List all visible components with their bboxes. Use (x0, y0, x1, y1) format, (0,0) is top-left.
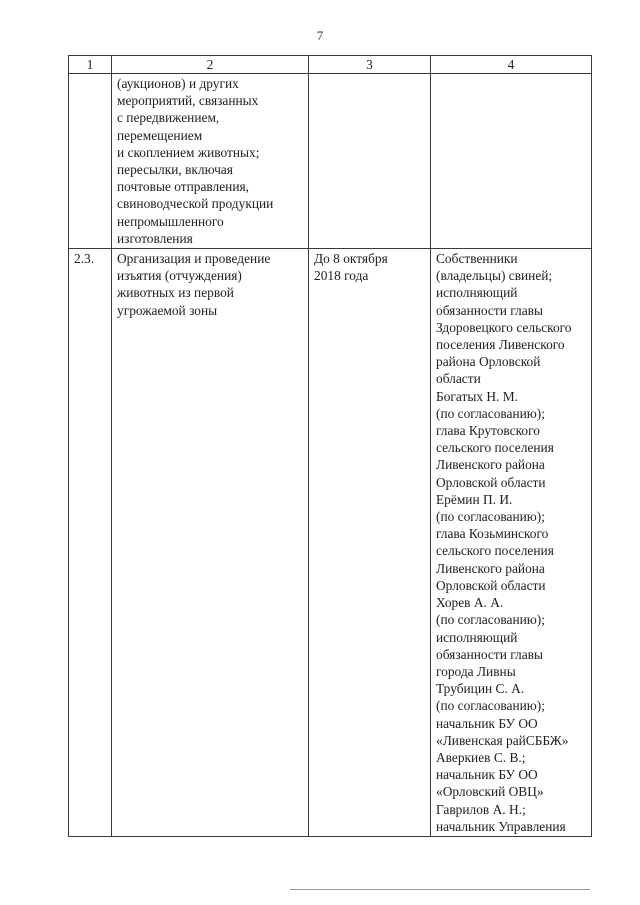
action-text-line: свиноводческой продукции (117, 196, 274, 212)
responsible-text-line: Собственники (436, 251, 518, 267)
responsible-text-line: (по согласованию); (436, 405, 545, 421)
responsible-text-line: глава Козьминского (436, 526, 549, 542)
responsible-text-line: Ерёмин П. И. (436, 491, 513, 507)
header-col-2: 2 (112, 56, 309, 74)
responsible-text-line: «Ливенская райСББЖ» (436, 732, 569, 748)
deadline-cell (309, 74, 431, 249)
action-text-line: непромышленного (117, 213, 224, 229)
action-cell (112, 249, 309, 837)
scan-edge-line (290, 889, 590, 890)
responsible-text-line: Здоровецкого сельского (436, 319, 572, 335)
responsible-text-line: глава Крутовского (436, 423, 540, 439)
action-text-line: почтовые отправления, (117, 179, 250, 195)
responsible-text-line: области (436, 371, 481, 387)
responsible-text-line: начальник БУ ОО (436, 715, 538, 731)
responsible-text-line: Орловской области (436, 474, 546, 490)
responsible-text-line: «Орловский ОВЦ» (436, 784, 544, 800)
responsible-text-line: исполняющий (436, 629, 518, 645)
action-text-line: изъятия (отчуждения) (117, 268, 242, 284)
action-text-line: мероприятий, связанных (117, 93, 259, 109)
responsible-text-line: (по согласованию); (436, 698, 545, 714)
responsible-text-line: исполняющий (436, 285, 518, 301)
responsible-text-line: (по согласованию); (436, 509, 545, 525)
action-text-line: (аукционов) и других (117, 76, 239, 91)
deadline-cell (309, 249, 431, 837)
action-text-line: пересылки, включая (117, 162, 233, 178)
responsible-cell (431, 74, 592, 249)
row-number-cell (69, 74, 112, 249)
responsible-text-line: города Ливны (436, 663, 516, 679)
responsible-text-line: начальник БУ ОО (436, 767, 538, 783)
responsible-text-line: обязанности главы (436, 646, 543, 662)
responsible-text-line: Гаврилов А. Н.; (436, 801, 526, 817)
action-text-line: угрожаемой зоны (117, 302, 218, 318)
measures-table (68, 55, 592, 837)
responsible-text-line: Орловской области (436, 577, 546, 593)
action-text-line: Организация и проведение (117, 251, 271, 267)
action-text-line: перемещением (117, 127, 203, 143)
responsible-text-line: начальник Управления (436, 818, 566, 834)
page-number: 7 (316, 28, 324, 43)
header-col-1: 1 (69, 56, 112, 74)
responsible-text-line: (владельцы) свиней; (436, 268, 553, 284)
header-col-4: 4 (431, 56, 592, 74)
responsible-text-line: района Орловской (436, 354, 541, 370)
responsible-text-line: Богатых Н. М. (436, 388, 518, 404)
action-text-line: изготовления (117, 230, 193, 246)
responsible-text-line: сельского поселения (436, 543, 554, 559)
action-cell (112, 74, 309, 249)
responsible-text-line: Аверкиев С. В.; (436, 749, 526, 765)
action-text-line: с передвижением, (117, 110, 220, 126)
header-col-3: 3 (309, 56, 431, 74)
responsible-text-line: Ливенского района (436, 457, 545, 473)
responsible-cell (431, 249, 592, 837)
deadline-text-line: 2018 года (314, 268, 369, 284)
table-row (69, 74, 592, 249)
action-text-line: животных из первой (117, 285, 234, 301)
responsible-text-line: Хорев А. А. (436, 595, 504, 611)
responsible-text-line: Ливенского района (436, 560, 545, 576)
row-number-cell: 2.3. (69, 249, 112, 837)
table-row (69, 249, 592, 837)
responsible-text-line: поселения Ливенского (436, 337, 565, 353)
responsible-text-line: Трубицин С. А. (436, 681, 525, 697)
table-header-row (69, 56, 592, 74)
deadline-text-line: До 8 октября (314, 251, 388, 267)
action-text-line: и скоплением животных; (117, 144, 260, 160)
responsible-text-line: (по согласованию); (436, 612, 545, 628)
responsible-text-line: сельского поселения (436, 440, 554, 456)
responsible-text-line: обязанности главы (436, 302, 543, 318)
